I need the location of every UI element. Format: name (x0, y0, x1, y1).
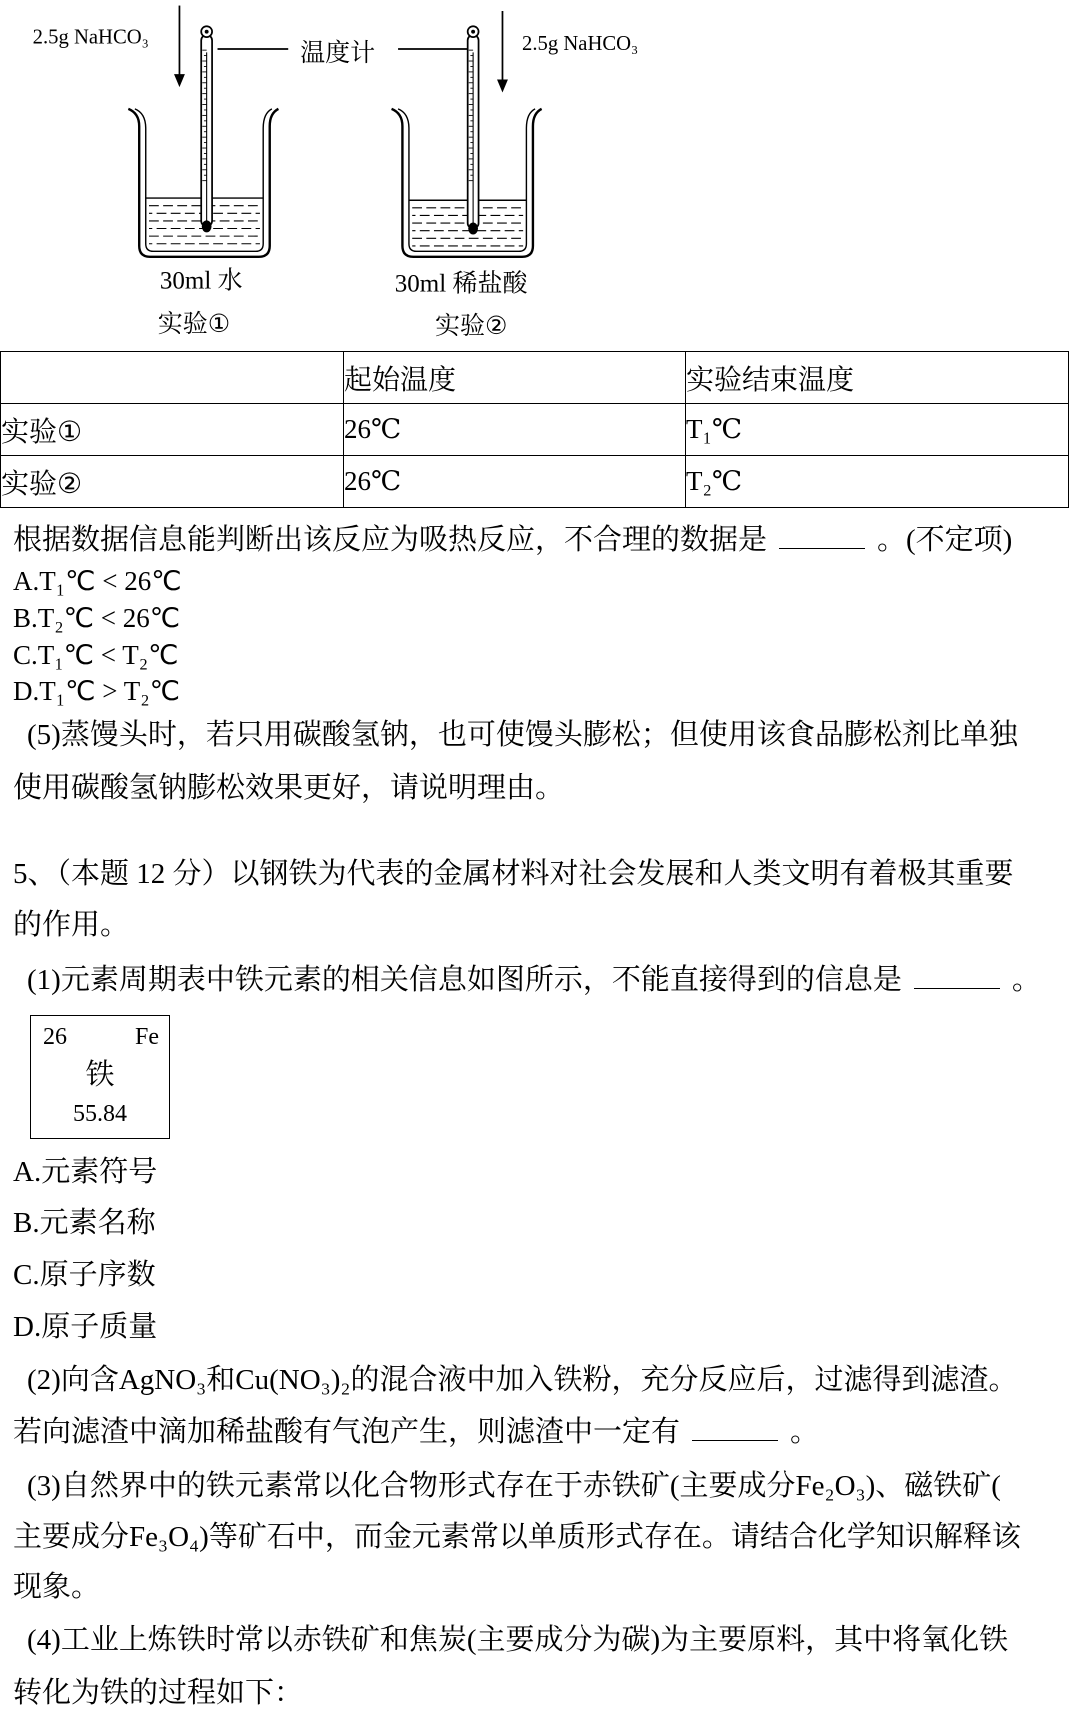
element-symbol: Fe (135, 1024, 159, 1050)
element-name: 铁 (85, 1057, 115, 1091)
row-label-experiment-2: 实验② (1, 456, 344, 508)
table-row (1, 456, 1069, 508)
row-label-experiment-1: 实验① (1, 404, 344, 456)
q5-title-line-2: 的作用。 (13, 909, 130, 941)
experiment-diagram (0, 0, 1080, 345)
experiment-left-label: 实验① (157, 308, 231, 338)
q5-title-line-1: 5、（本题 12 分）以钢铁为代表的金属材料对社会发展和人类文明有着极其重要 (13, 858, 1014, 890)
q4-option-a: A.T₁℃ < 26℃ (13, 566, 182, 596)
thermometer-bulb (468, 223, 478, 235)
q5-part1-text: (1)元素周期表中铁元素的相关信息如图所示，不能直接得到的信息是 (27, 964, 902, 996)
answer-blank (779, 522, 865, 549)
arrow-head (174, 74, 185, 87)
q5-part1-option-d: D.原子质量 (13, 1311, 158, 1343)
q5-part4-line-1: (4)工业上炼铁时常以赤铁矿和焦炭(主要成分为碳)为主要原料，其中将氧化铁 (27, 1624, 1009, 1656)
thermometer-top-dot (471, 30, 475, 34)
experiment-right-label: 实验② (435, 311, 508, 341)
beaker-right (392, 109, 542, 257)
start-temperature-cell: 26℃ (344, 404, 686, 456)
end-temperature-cell: T₁℃ (686, 404, 1069, 456)
q4-stem (13, 520, 1075, 560)
q5-part3-line-1: (3)自然界中的铁元素常以化合物形式存在于赤铁矿(主要成分Fe₂O₃)、磁铁矿( (27, 1470, 1001, 1502)
iron-element-card (30, 1015, 170, 1139)
answer-blank (692, 1414, 778, 1441)
q5-part2-line-1: (2)向含AgNO₃和Cu(NO₃)₂的混合液中加入铁粉，充分反应后，过滤得到滤渣。 (27, 1364, 1018, 1396)
q5-part4-line-2: 转化为铁的过程如下： (13, 1677, 304, 1709)
header-cell-empty (1, 352, 344, 404)
temperature-table (0, 351, 1069, 508)
thermometer-label: 温度计 (300, 38, 376, 68)
thermometer-right (468, 26, 479, 234)
q4-option-b: B.T₂℃ < 26℃ (13, 603, 181, 633)
beaker-left-label: 30ml 水 (159, 267, 243, 295)
add-reagent-arrow-right (497, 11, 508, 93)
q4-stem-suffix: 。(不定项) (877, 524, 1013, 556)
q5-part1-suffix: 。 (1011, 964, 1041, 996)
q5-part1-option-c: C.原子序数 (13, 1259, 156, 1291)
start-temperature-cell: 26℃ (344, 456, 686, 508)
beaker-outline (392, 109, 542, 257)
atomic-number: 26 (43, 1024, 67, 1050)
thermometer-left (201, 26, 212, 232)
add-reagent-arrow-left (174, 6, 185, 88)
reagent-left-label: 2.5g NaHCO₃ (32, 26, 149, 49)
end-temperature-cell: T₂℃ (686, 456, 1069, 508)
q4-part5-line-1: (5)蒸馒头时，若只用碳酸氢钠，也可使馒头膨松；但使用该食品膨松剂比单独 (27, 719, 1018, 751)
table-row (1, 404, 1069, 456)
arrow-head (497, 80, 508, 93)
thermometer-bulb (202, 220, 212, 232)
reagent-right-label: 2.5g NaHCO₃ (522, 33, 639, 56)
header-end-temperature: 实验结束温度 (686, 352, 1069, 404)
q4-option-d: D.T₁℃ > T₂℃ (13, 676, 180, 706)
q5-part2-text: 若向滤渣中滴加稀盐酸有气泡产生，则滤渣中一定有 (13, 1416, 681, 1448)
table-header-row (1, 352, 1069, 404)
header-start-temperature: 起始温度 (344, 352, 686, 404)
atomic-mass: 55.84 (73, 1101, 127, 1127)
q5-part3-line-3: 现象。 (13, 1571, 101, 1603)
q4-stem-text: 根据数据信息能判断出该反应为吸热反应，不合理的数据是 (13, 524, 768, 556)
q5-part1-option-a: A.元素符号 (13, 1156, 158, 1188)
q4-part5-line-2: 使用碳酸氢钠膨松效果更好，请说明理由。 (13, 772, 565, 804)
q5-part1-stem (27, 960, 1075, 1000)
beaker-right-label: 30ml 稀盐酸 (394, 270, 528, 298)
q5-part2-line-2 (13, 1412, 1075, 1452)
q5-part2-suffix: 。 (790, 1416, 820, 1448)
beaker-inner-wall (398, 109, 535, 251)
q4-option-c: C.T₁℃ < T₂℃ (13, 640, 179, 670)
q5-part1-option-b: B.元素名称 (13, 1207, 156, 1239)
answer-blank (914, 962, 1000, 989)
thermometer-top-dot (205, 30, 209, 34)
q5-part3-line-2: 主要成分Fe₃O₄)等矿石中，而金元素常以单质形式存在。请结合化学知识解释该 (13, 1521, 1021, 1553)
